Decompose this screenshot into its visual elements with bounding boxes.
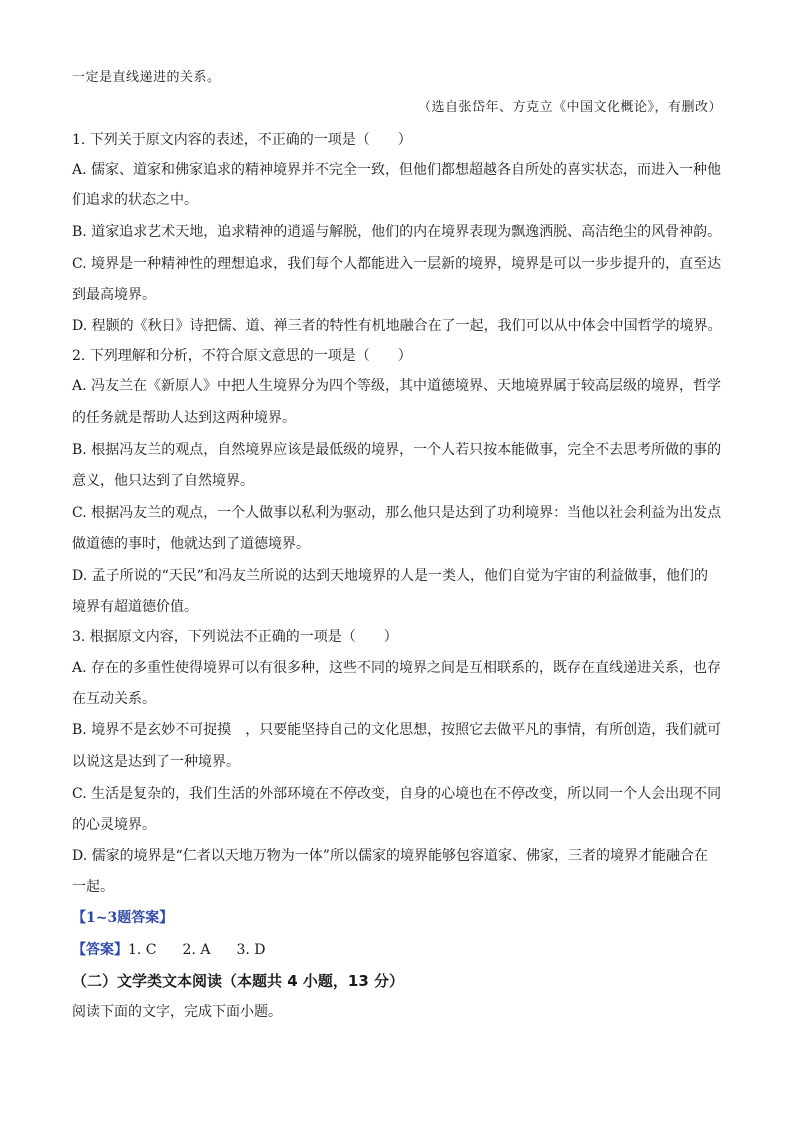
question-3-option-b-cont: 以说这是达到了一种境界。 [72,754,240,770]
question-3-option-c-cont: 的心灵境界。 [72,817,156,833]
question-3-stem: 3. 根据原文内容，下列说法不正确的一项是（ ） [72,629,398,645]
passage-tail: 一定是直线递进的关系。 [72,70,221,85]
question-2-option-b: B. 根据冯友兰的观点，自然境界应该是最低级的境界，一个人若只按本能做事，完全不去思考所做的事的 [72,442,722,458]
question-3-option-d: D. 儒家的境界是“仁者以天地万物为一体”所以儒家的境界能够包容道家、佛家，三者的境界才能融合在 [72,848,708,864]
question-3-option-b: B. 境界不是玄妙不可捉摸 ，只要能坚持自己的文化思想，按照它去做平凡的事情，有所创造，我们就可 [72,722,722,738]
question-3-option-a: A. 存在的多重性使得境界可以有很多种，这些不同的境界之间是互相联系的，既存在直线递进关系，也存 [72,660,722,676]
source-note: （选自张岱年、方克立《中国文化概论》，有删改） [417,100,722,115]
question-2-option-a-cont: 的任务就是帮助人达到这两种境界。 [72,410,296,426]
answer-2: 2. A [182,942,211,958]
section-title: （二）文学类文本阅读（本题共 4 小题，13 分） [72,972,404,990]
reading-instruction: 阅读下面的文字，完成下面小题。 [72,1004,282,1020]
question-2-option-b-cont: 意义，他只达到了自然境界。 [72,473,254,489]
question-2-option-a: A. 冯友兰在《新原人》中把人生境界分为四个等级，其中道德境界、天地境界属于较高层级的境界，哲学 [72,378,722,394]
question-2-option-c-cont: 做道德的事时，他就达到了道德境界。 [72,536,310,552]
question-1-option-a: A. 儒家、道家和佛家追求的精神境界并不完全一致，但他们都想超越各自所处的喜实状态，而进入一种他 [72,162,722,178]
answers-row [72,940,724,960]
question-2-option-d-cont: 境界有超道德价值。 [72,599,198,615]
question-1-option-d: D. 程颢的《秋日》诗把儒、道、禅三者的特性有机地融合在了一起，我们可以从中体会中国哲学的境界。 [72,318,722,334]
question-1-option-b: B. 道家追求艺术天地，追求精神的逍遥与解脱，他们的内在境界表现为飘逸洒脱、高洁绝尘的风骨神韵。 [72,224,722,240]
question-1-stem: 1. 下列关于原文内容的表述，不正确的一项是（ ） [72,132,412,148]
question-3-option-d-cont: 一起。 [72,879,114,895]
answers-header: 【1~3题答案】 [72,910,174,926]
question-1-option-a-cont: 们追求的状态之中。 [72,192,198,208]
question-3-option-c: C. 生活是复杂的，我们生活的外部环境在不停改变，自身的心境也在不停改变，所以同一个人会出现不同 [72,786,722,802]
answers-label: 【答案】 [72,942,128,958]
question-3-option-a-cont: 在互动关系。 [72,691,156,707]
question-1-option-c: C. 境界是一种精神性的理想追求，我们每个人都能进入一层新的境界，境界是可以一步步提升的，直至达 [72,256,722,272]
answer-3: 3. D [236,942,266,958]
question-1-option-c-cont: 到最高境界。 [72,287,156,303]
question-2-stem: 2. 下列理解和分析，不符合原文意思的一项是（ ） [72,348,412,364]
answer-1: 1. C [128,942,157,958]
question-2-option-c: C. 根据冯友兰的观点，一个人做事以私利为驱动，那么他只是达到了功利境界：当他以社会利益为出发点 [72,505,722,521]
question-2-option-d: D. 孟子所说的“天民”和冯友兰所说的达到天地境界的人是一类人，他们自觉为宇宙的利益做事，他们的 [72,568,708,584]
